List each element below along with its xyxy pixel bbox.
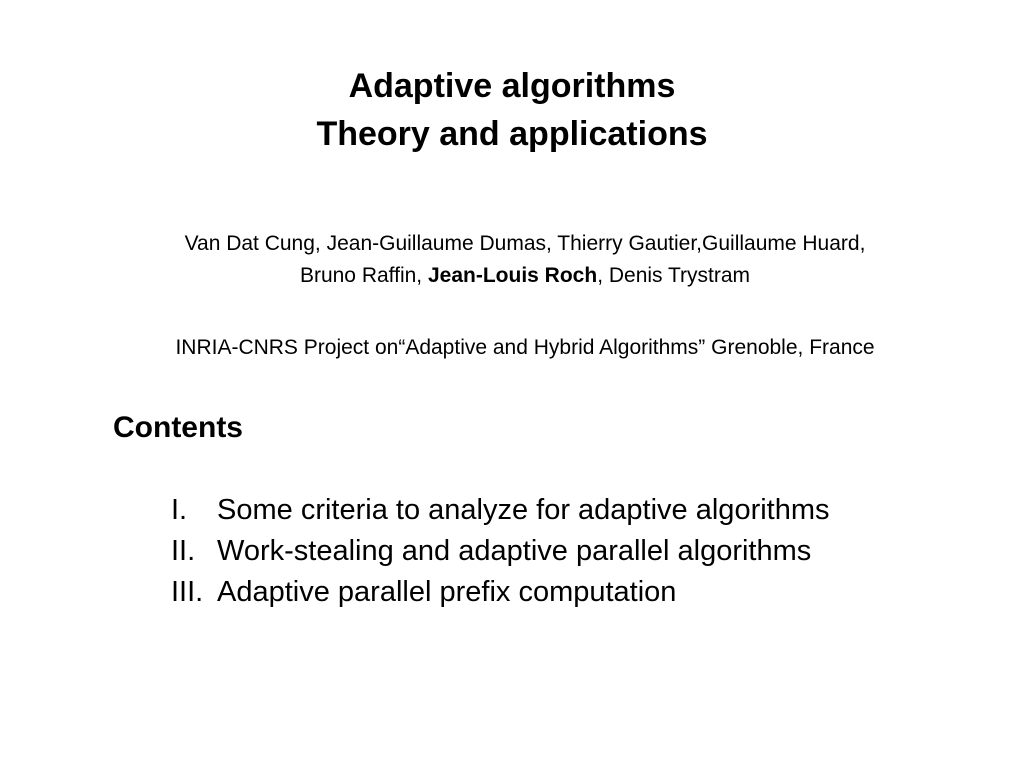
contents-item <box>171 572 830 613</box>
contents-item-number: III. <box>171 576 204 608</box>
highlighted-author: Jean-Louis Roch <box>427 264 598 287</box>
contents-item-number: I. <box>171 494 188 526</box>
contents-list <box>171 490 830 613</box>
authors-line-2-pre: Bruno Raffin, <box>299 264 428 287</box>
authors-line-2 <box>0 260 1024 292</box>
contents-item <box>171 531 830 572</box>
contents-heading: Contents <box>113 411 243 444</box>
contents-item-text: Adaptive parallel prefix computation <box>217 576 677 608</box>
title-line-1: Adaptive algorithms <box>348 67 676 105</box>
contents-item <box>171 490 830 531</box>
contents-item-text: Work-stealing and adaptive parallel algorithms <box>217 535 812 567</box>
contents-item-text: Some criteria to analyze for adaptive algorithms <box>217 494 830 526</box>
authors <box>0 228 1024 292</box>
project-affiliation: INRIA-CNRS Project on“Adaptive and Hybrid Algorithms” Grenoble, France <box>175 336 875 359</box>
authors-line-1: Van Dat Cung, Jean-Guillaume Dumas, Thierry Gautier,Guillaume Huard, <box>184 232 866 255</box>
title-line-2: Theory and applications <box>316 115 708 153</box>
contents-item-number: II. <box>171 535 196 567</box>
authors-line-2-post: , Denis Trystram <box>597 264 751 287</box>
slide-title <box>0 62 1024 158</box>
